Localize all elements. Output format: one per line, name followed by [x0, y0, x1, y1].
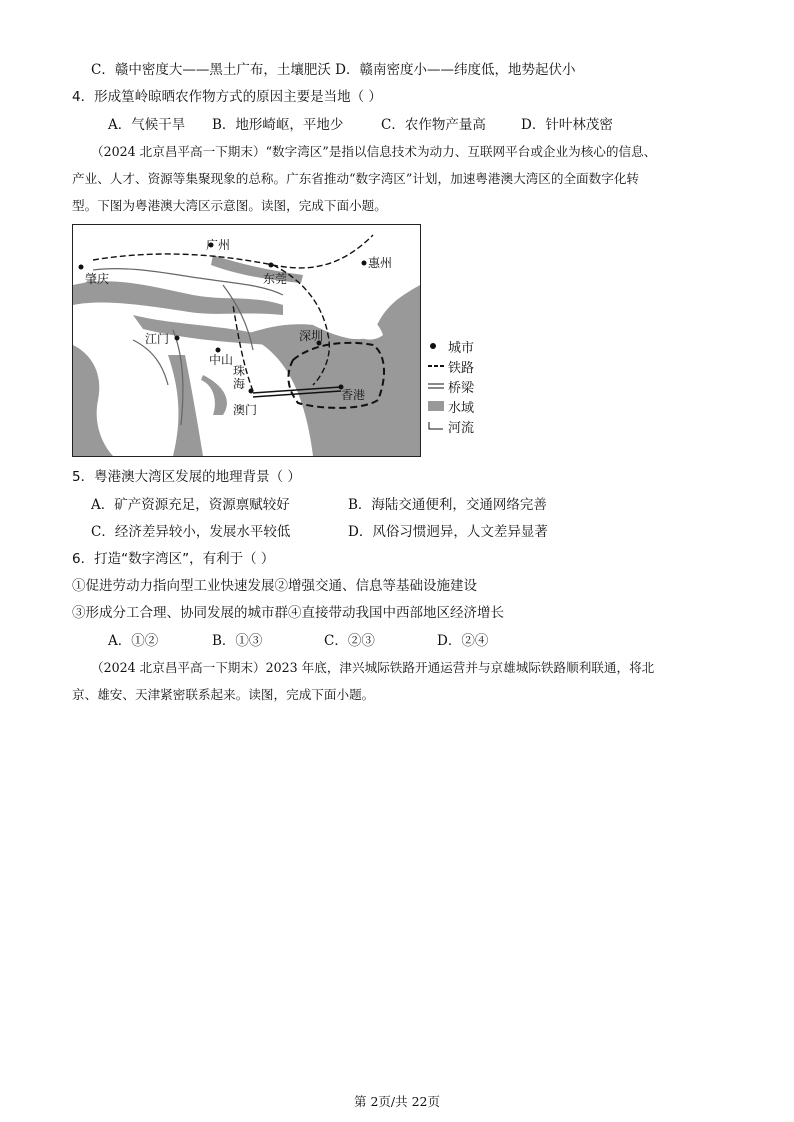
city-zhongshan: 中山	[209, 353, 234, 367]
question-5: 5．粤港澳大湾区发展的地理背景（ ）	[72, 469, 301, 485]
q4-option-d: D．针叶林茂密	[521, 117, 613, 133]
q5-option-d: D．风俗习惯迥异，人文差异显著	[348, 524, 548, 540]
bay-area-map	[72, 224, 421, 457]
city-dongguan: 东莞	[263, 272, 288, 286]
city-macau: 澳门	[233, 403, 258, 417]
map-legend	[428, 336, 498, 436]
q5-option-b: B．海陆交通便利，交通网络完善	[348, 497, 547, 513]
page-footer: 第 2页/共 22页	[353, 1094, 441, 1109]
city-zhuhai-1: 珠	[233, 364, 246, 378]
city-zhaoqing: 肇庆	[85, 272, 110, 286]
legend-railway: 铁路	[448, 360, 475, 376]
legend-water: 水域	[428, 396, 498, 416]
city-hongkong: 香港	[341, 388, 366, 402]
q4-option-a: A．气候干旱	[108, 117, 186, 133]
legend-city: 城市	[428, 336, 498, 356]
q4-option-c: C．农作物产量高	[381, 117, 486, 133]
q6-statements-2: ③形成分工合理、协同发展的城市群④直接带动我国中西部地区经济增长	[72, 605, 504, 621]
passage2-line-1: （2024 北京昌平高一下期末）2023 年底，津兴城际铁路开通运营并与京雄城际铁路顺利联通，将北	[91, 660, 655, 675]
legend-river: 河流	[428, 416, 498, 436]
passage-line-1: （2024 北京昌平高一下期末）“数字湾区”是指以信息技术为动力、互联网平台或企业为核心的信息、	[91, 144, 657, 159]
passage2-line-2: 京、雄安、天津紧密联系起来。读图，完成下面小题。	[72, 687, 375, 702]
passage-line-2: 产业、人才、资源等集聚现象的总称。广东省推动“数字湾区”计划，加速粤港澳大湾区的全面数字化转	[72, 171, 640, 186]
q6-statements-1: ①促进劳动力指向型工业快速发展②增强交通、信息等基础设施建设	[72, 578, 477, 594]
q5-option-a: A．矿产资源充足，资源禀赋较好	[91, 497, 290, 513]
option-line-c-d: C．赣中密度大——黑土广布，土壤肥沃 D．赣南密度小——纬度低，地势起伏小	[91, 62, 576, 78]
city-huizhou: 惠州	[368, 256, 393, 270]
q6-option-b: B．①③	[212, 633, 263, 649]
city-jiangmen: 江门	[145, 332, 170, 346]
city-guangzhou: 广州	[206, 238, 231, 252]
q6-option-c: C．②③	[324, 633, 375, 649]
city-shenzhen: 深圳	[299, 329, 324, 343]
q4-option-b: B．地形崎岖，平地少	[212, 117, 344, 133]
q5-option-c: C．经济差异较小，发展水平较低	[91, 524, 291, 540]
legend-bridge: 桥梁	[448, 380, 475, 396]
question-6: 6．打造“数字湾区”，有利于（ ）	[72, 551, 275, 567]
question-4: 4．形成篁岭晾晒农作物方式的原因主要是当地（ ）	[72, 89, 382, 105]
city-zhuhai-2: 海	[233, 377, 246, 391]
passage-line-3: 型。下图为粤港澳大湾区示意图。读图，完成下面小题。	[72, 198, 387, 213]
q6-option-d: D．②④	[437, 633, 489, 649]
q6-option-a: A．①②	[108, 633, 159, 649]
